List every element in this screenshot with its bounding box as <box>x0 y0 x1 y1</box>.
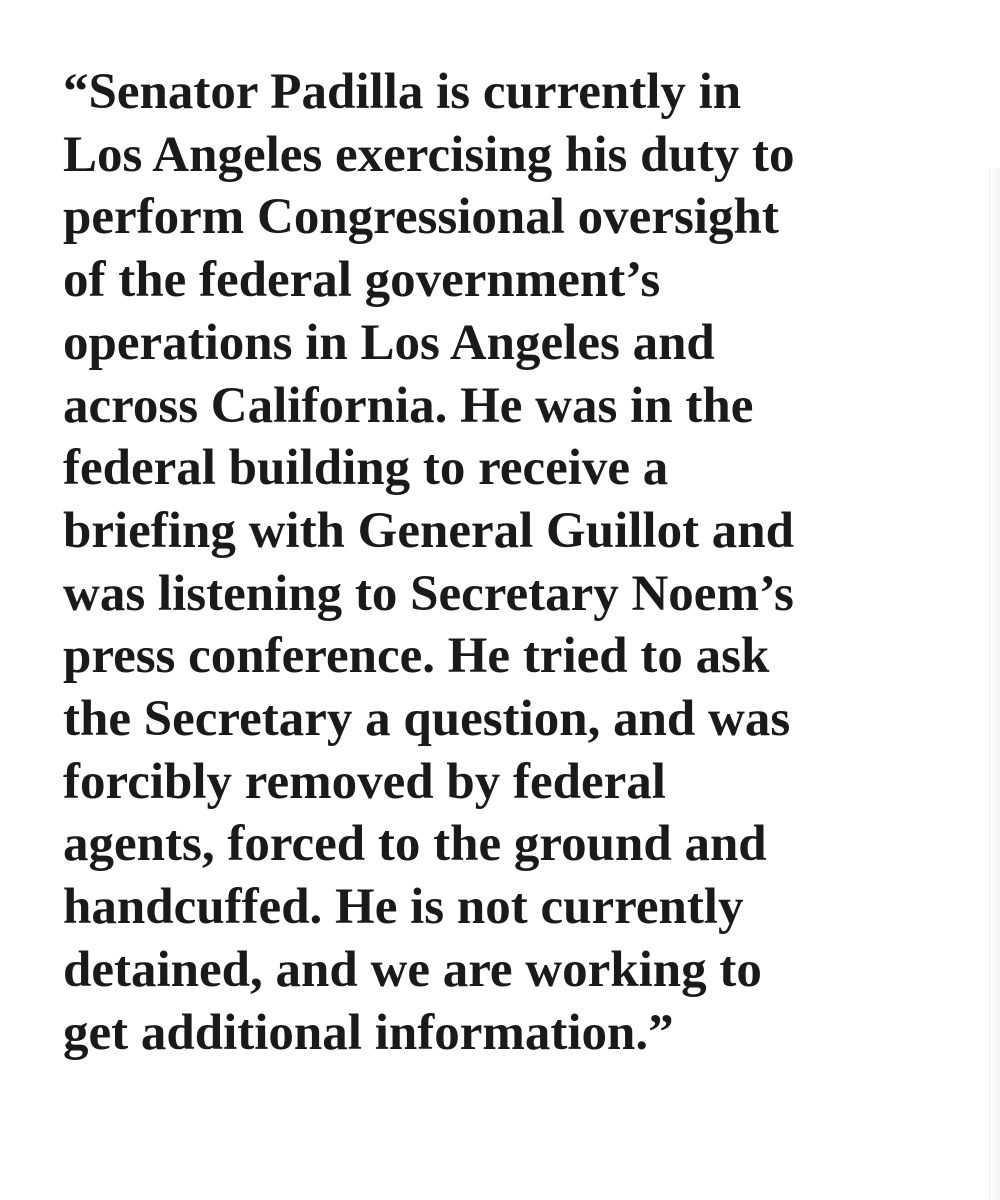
statement-line: agents, forced to the ground and <box>63 816 767 873</box>
statement-line: “Senator Padilla is currently in <box>63 64 742 120</box>
statement-line: briefing with General Guillot and <box>63 502 795 559</box>
statement-line: of the federal government’s <box>63 252 661 309</box>
statement-line: perform Congressional oversight <box>63 189 779 246</box>
statement-line: Los Angeles exercising his duty to <box>63 126 795 183</box>
statement-line: was listening to Secretary Noem’s <box>63 565 794 622</box>
scrollbar-track[interactable] <box>989 168 1000 1200</box>
quoted-statement <box>63 61 973 1064</box>
statement-line: federal building to receive a <box>63 440 669 497</box>
statement-line: forcibly removed by federal <box>63 753 666 810</box>
statement-line: handcuffed. He is not currently <box>63 879 744 936</box>
statement-line: press conference. He tried to ask <box>63 628 770 685</box>
statement-line: get additional information.” <box>63 1004 674 1061</box>
statement-line: across California. He was in the <box>63 377 754 434</box>
statement-line: the Secretary a question, and was <box>63 691 791 748</box>
statement-line: operations in Los Angeles and <box>63 314 715 371</box>
statement-line: detained, and we are working to <box>63 941 762 998</box>
